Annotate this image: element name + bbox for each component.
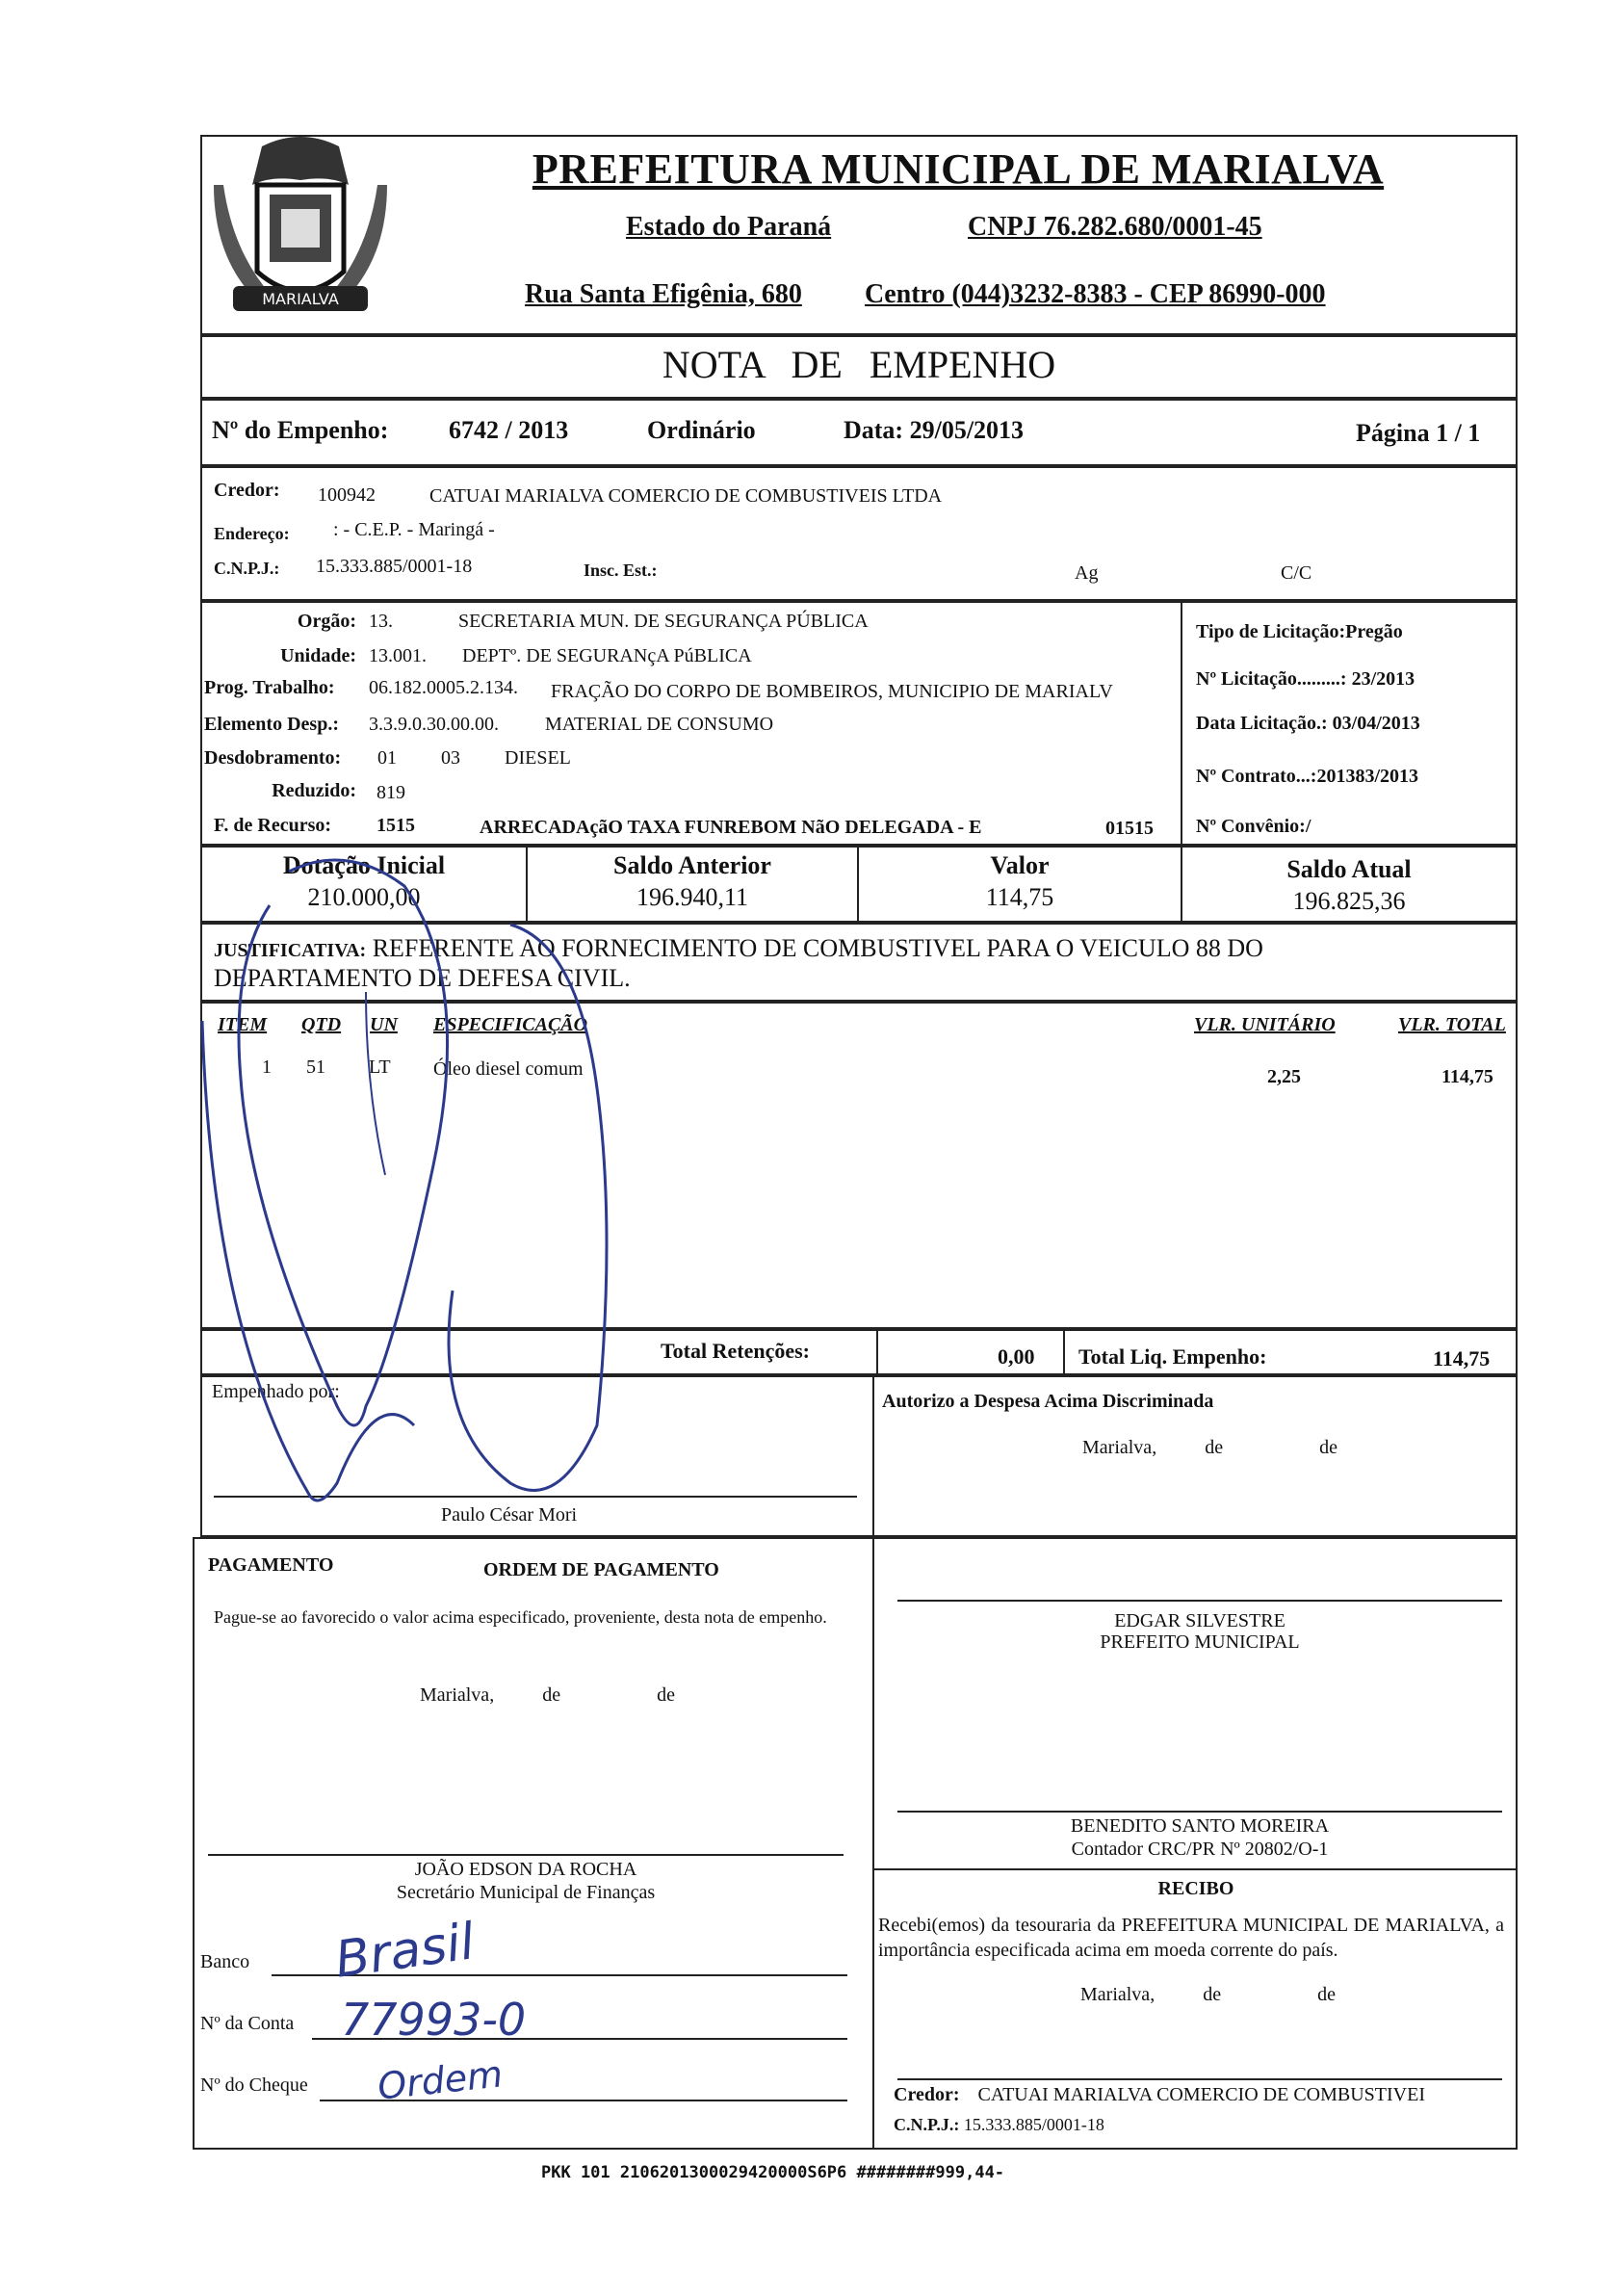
- valor-value: 114,75: [985, 883, 1054, 911]
- numero-contrato: Nº Contrato...:201383/2013: [1196, 766, 1419, 787]
- banco-label: Banco: [200, 1951, 250, 1972]
- item-vlr-total: 114,75: [1441, 1066, 1493, 1087]
- col-espec-header: ESPECIFICAÇÃO: [433, 1014, 588, 1035]
- unidade-code: 13.001.: [369, 645, 427, 666]
- item-vlr-unit: 2,25: [1267, 1066, 1301, 1087]
- item-qtd: 51: [306, 1057, 325, 1078]
- page-number: Página 1 / 1: [1356, 419, 1481, 447]
- contador-title: Contador CRC/PR Nº 20802/O-1: [1071, 1839, 1329, 1860]
- desdobramento-b: 03: [441, 747, 460, 769]
- pagamento-title: PAGAMENTO: [208, 1554, 334, 1576]
- prefeitura-cnpj: CNPJ 76.282.680/0001-45: [968, 212, 1262, 242]
- financas-title: Secretário Municipal de Finanças: [396, 1882, 656, 1903]
- credor-code: 100942: [318, 484, 376, 506]
- empenhado-name: Paulo César Mori: [441, 1504, 578, 1526]
- conta-label: Nº da Conta: [200, 2013, 295, 2034]
- pagamento-divider: [872, 1537, 874, 2150]
- banco-handwriting: Brasil: [331, 1913, 479, 1990]
- state-label: Estado do Paraná: [626, 212, 832, 242]
- recibo-text: Recebi(emos) da tesouraria da PREFEITURA MUNICIPAL DE MARIALVA, a importância especificada acima em moeda corrente do país.: [878, 1915, 1504, 1961]
- recurso-number: 01515: [1105, 818, 1154, 839]
- prefeitura-title: PREFEITURA MUNICIPAL DE MARIALVA: [532, 145, 1385, 193]
- prefeito-signature-line: [897, 1600, 1502, 1602]
- credor-label: Credor:: [214, 480, 280, 501]
- dotacao-label: Dotação Inicial: [282, 851, 446, 879]
- recibo-credor-label: Credor:: [894, 2084, 960, 2105]
- retencoes-value: 0,00: [998, 1344, 1035, 1369]
- elemento-name: MATERIAL DE CONSUMO: [545, 714, 774, 735]
- totals-div-1: [876, 1329, 878, 1375]
- recibo-cnpj-label: C.N.P.J.:: [894, 2115, 960, 2134]
- justificativa-label: JUSTIFICATIVA:: [214, 940, 367, 961]
- prog-trabalho-code: 06.182.0005.2.134.: [369, 677, 518, 698]
- pagamento-date-line: Marialva, de de: [420, 1684, 675, 1706]
- address-label: Endereço:: [214, 524, 290, 543]
- recibo-cnpj: 15.333.885/0001-18: [963, 2115, 1104, 2134]
- col-vlr-total-header: VLR. TOTAL: [1398, 1014, 1506, 1035]
- empenho-number: 6742 / 2013: [449, 416, 569, 444]
- dotacao-value: 210.000,00: [307, 883, 421, 911]
- saldo-anterior-label: Saldo Anterior: [613, 851, 771, 879]
- prefeito-name: EDGAR SILVESTRE: [1114, 1610, 1285, 1631]
- saldo-atual-value: 196.825,36: [1292, 887, 1406, 915]
- doc-title: NOTA DE EMPENHO: [662, 343, 1056, 386]
- empenhado-autorizo-divider: [872, 1375, 874, 1537]
- orgao-label: Orgão:: [297, 611, 356, 632]
- insc-est-label: Insc. Est.:: [584, 561, 658, 580]
- prefeito-title: PREFEITO MUNICIPAL: [1100, 1631, 1300, 1653]
- unidade-label: Unidade:: [280, 645, 356, 666]
- budget-divider: [1181, 601, 1182, 846]
- orgao-name: SECRETARIA MUN. DE SEGURANÇA PÚBLICA: [458, 611, 869, 632]
- ordem-pagamento-title: ORDEM DE PAGAMENTO: [483, 1559, 719, 1580]
- cheque-handwriting: Ordem: [376, 2052, 506, 2108]
- numero-convenio: Nº Convênio:/: [1196, 816, 1311, 837]
- item-un: LT: [369, 1057, 391, 1078]
- empenho-type: Ordinário: [647, 416, 756, 444]
- credor-name: CATUAI MARIALVA COMERCIO DE COMBUSTIVEIS LTDA: [429, 485, 943, 507]
- credor-address: : - C.E.P. - Maringá -: [333, 519, 495, 540]
- recurso-label: F. de Recurso:: [214, 815, 332, 836]
- desdobramento-a: 01: [377, 747, 397, 769]
- contador-name: BENEDITO SANTO MOREIRA: [1070, 1815, 1330, 1837]
- contador-signature-line: [897, 1811, 1502, 1813]
- svg-text:MARIALVA: MARIALVA: [262, 290, 339, 308]
- elemento-label: Elemento Desp.:: [204, 714, 339, 735]
- item-number: 1: [262, 1057, 272, 1078]
- total-liquido-label: Total Liq. Empenho:: [1078, 1344, 1267, 1369]
- cheque-label: Nº do Cheque: [200, 2074, 308, 2096]
- reduzido-value: 819: [377, 782, 405, 803]
- recibo-credor-name: CATUAI MARIALVA COMERCIO DE COMBUSTIVEI: [977, 2084, 1425, 2105]
- desdobramento-label: Desdobramento:: [204, 747, 342, 769]
- credor-cnpj-label: C.N.P.J.:: [214, 559, 280, 578]
- item-espec: Óleo diesel comum: [433, 1058, 584, 1080]
- reduzido-label: Reduzido:: [272, 780, 356, 801]
- pagamento-text: Pague-se ao favorecido o valor acima especificado, proveniente, desta nota de empenho.: [214, 1607, 827, 1627]
- orgao-code: 13.: [369, 611, 393, 632]
- empenhado-label: Empenhado por:: [212, 1381, 340, 1402]
- desdobramento-name: DIESEL: [505, 747, 571, 769]
- recurso-name: ARRECADAçãO TAXA FUNREBOM NãO DELEGADA - E: [480, 817, 982, 838]
- empenho-label: Nº do Empenho:: [212, 416, 389, 444]
- total-liquido-value: 114,75: [1433, 1346, 1491, 1370]
- col-item-header: ITEM: [218, 1014, 268, 1035]
- elemento-code: 3.3.9.0.30.00.00.: [369, 714, 499, 735]
- cc-label: C/C: [1281, 562, 1312, 584]
- valor-label: Valor: [990, 851, 1050, 879]
- footer-code: PKK 101 2106201300029420000S6P6 ########999,44-: [541, 2163, 1005, 2182]
- col-un-header: UN: [370, 1014, 398, 1035]
- recibo-title: RECIBO: [1157, 1878, 1234, 1899]
- district-phone-cep: Centro (044)3232-8383 - CEP 86990-000: [865, 279, 1326, 309]
- unidade-name: DEPTº. DE SEGURANçA PúBLICA: [462, 645, 752, 666]
- prog-trabalho-label: Prog. Trabalho:: [204, 677, 335, 698]
- municipal-coat-of-arms-logo: [204, 127, 397, 334]
- justificativa-text-2: DEPARTAMENTO DE DEFESA CIVIL.: [214, 964, 631, 992]
- saldo-atual-label: Saldo Atual: [1286, 855, 1412, 883]
- financas-name: JOÃO EDSON DA ROCHA: [414, 1859, 637, 1880]
- col-qtd-header: QTD: [301, 1014, 342, 1035]
- tipo-licitacao: Tipo de Licitação:Pregão: [1196, 621, 1403, 642]
- street-address: Rua Santa Efigênia, 680: [525, 279, 802, 309]
- numero-licitacao: Nº Licitação.........: 23/2013: [1196, 668, 1415, 690]
- prog-trabalho-name: FRAÇÃO DO CORPO DE BOMBEIROS, MUNICIPIO DE MARIALV: [551, 681, 1113, 702]
- col-vlr-unit-header: VLR. UNITÁRIO: [1194, 1014, 1336, 1035]
- financas-signature-line: [208, 1854, 844, 1856]
- empenho-date: Data: 29/05/2013: [844, 416, 1025, 444]
- credor-cnpj: 15.333.885/0001-18: [316, 556, 473, 577]
- recurso-code: 1515: [377, 815, 415, 836]
- saldo-anterior-value: 196.940,11: [636, 883, 749, 911]
- data-licitacao: Data Licitação.: 03/04/2013: [1196, 713, 1420, 734]
- recibo-date-line: Marialva, de de: [1080, 1984, 1336, 2005]
- credor-signature-line: [897, 2078, 1502, 2080]
- ag-label: Ag: [1075, 562, 1099, 584]
- autorizo-date-line: Marialva, de de: [1082, 1437, 1337, 1458]
- totals-div-2: [1063, 1329, 1065, 1375]
- recibo-cnpj-line: [894, 2115, 1104, 2135]
- autorizo-title: Autorizo a Despesa Acima Discriminada: [882, 1391, 1214, 1412]
- recibo-credor-line: [894, 2084, 1425, 2106]
- retencoes-label: Total Retenções:: [661, 1339, 810, 1363]
- recibo-top-line: [872, 1868, 1518, 1870]
- conta-handwriting: 77993-0: [341, 1994, 527, 2046]
- handwritten-signature-overlay: [193, 848, 636, 1522]
- justificativa-text: REFERENTE AO FORNECIMENTO DE COMBUSTIVEL PARA O VEICULO 88 DO: [372, 934, 1263, 962]
